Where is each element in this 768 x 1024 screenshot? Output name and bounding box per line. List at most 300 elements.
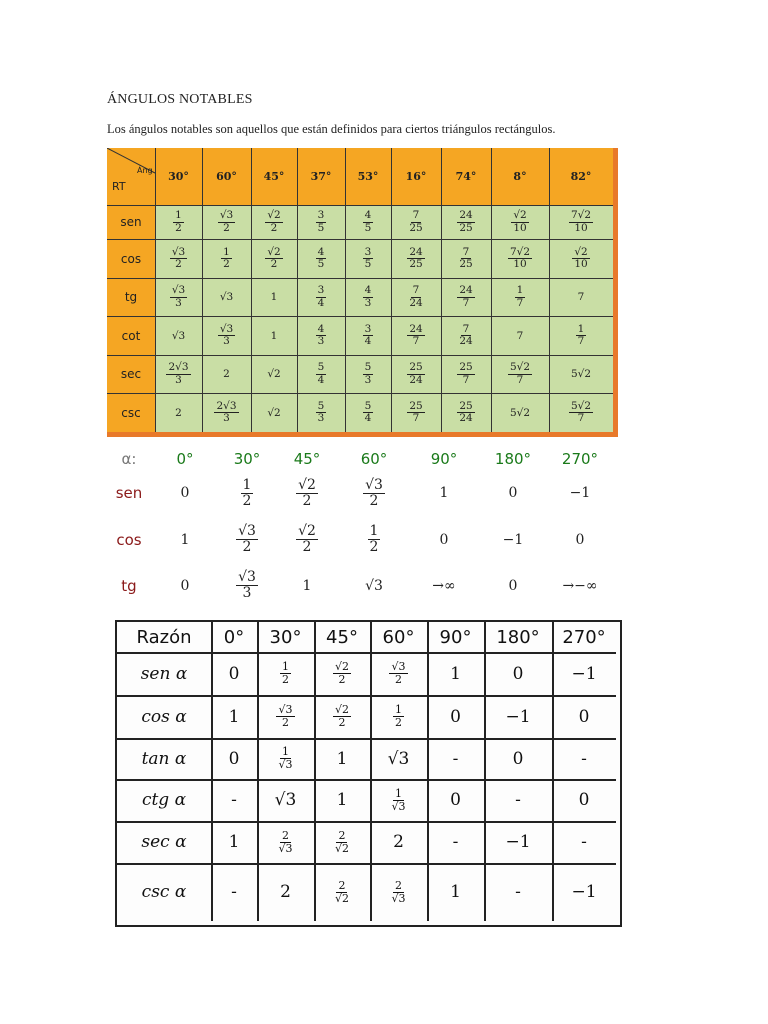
fraction [316,247,327,270]
fraction [333,880,351,904]
numerator: 3 [317,284,325,297]
table-cell: 2 [280,882,291,902]
row-label: sen [120,215,142,229]
table-cell: 0 [450,790,461,810]
denominator: √3 [278,841,293,855]
table-cell [441,393,491,432]
column-header: 45° [263,170,285,183]
denominator: 7 [412,335,420,347]
corner-angle-label: Áng [137,166,153,175]
fraction [569,401,593,424]
fraction [457,247,474,270]
table-cell [297,355,345,393]
table-cell: √3 [274,790,297,810]
table-cell [441,316,491,355]
denominator: 2 [175,258,182,270]
denominator: 25 [459,258,473,270]
denominator: 5 [317,221,325,234]
numerator: 7 [412,209,420,222]
table-cell [391,205,441,239]
table-cell: 1 [180,531,190,548]
numerator: 4 [364,284,372,297]
table-cell: 0 [512,663,524,684]
table-cell [441,355,491,393]
numerator: 1 [516,284,524,297]
table-cell: 1 [228,706,240,727]
table-cell [297,239,345,278]
table-cell [345,393,391,432]
numerator: 25 [459,361,473,374]
fraction [457,324,474,347]
table-cell [251,205,297,239]
row-label: tg [124,290,138,304]
table-cell [441,278,491,316]
numerator: 5 [317,399,325,412]
denominator: 2 [242,492,252,509]
numerator: 2 [338,878,346,892]
table-cell [549,393,613,432]
table-cell: 0 [450,706,461,727]
numerator: 1 [281,745,289,759]
numerator: √3 [391,660,406,674]
denominator: 2 [302,539,312,555]
row-label: cos [120,251,142,266]
fraction [457,210,474,233]
row-label: sen α [140,663,188,684]
table-cell [297,393,345,432]
table-cell: - [452,748,459,769]
table-cell: √3 [219,291,234,303]
table-cell [391,316,441,355]
table-cell [391,355,441,393]
table-cell [155,205,202,239]
fraction [265,210,282,233]
row-label: tan α [141,748,187,769]
fraction [316,210,327,233]
row-label: sec [120,367,142,381]
numerator: 4 [364,209,372,222]
table-cell: - [515,790,521,810]
column-header: 45° [326,626,358,648]
table-cell [549,205,613,239]
denominator: 5 [364,221,372,234]
numerator: 2√3 [168,361,189,374]
table-cell [370,652,427,695]
column-header: 30° [269,626,302,648]
table-cell: →∞ [432,577,456,594]
fraction [363,362,374,385]
table-cell [345,205,391,239]
numerator: √3 [365,476,383,493]
column-header: 30° [168,170,189,183]
fraction [508,362,532,385]
table-cell: 7 [516,329,524,342]
fraction [236,570,258,600]
table-cell: 5√2 [509,406,531,419]
fraction [170,247,187,270]
denominator: 25 [459,221,473,234]
table-cell: 0 [508,577,518,594]
denominator: 2 [270,221,278,234]
table-cell: 1 [336,748,348,769]
table-cell: - [231,790,237,810]
table-cell: 2 [175,406,182,419]
denominator: 5 [364,258,372,270]
denominator: 2 [369,539,379,555]
row-label: sen [115,484,143,502]
denominator: 7 [577,335,585,347]
numerator: √2 [334,703,349,717]
fraction [276,746,294,770]
table-cell [549,316,613,355]
fraction [316,362,327,385]
table-cell: 1 [336,790,348,810]
numerator: 7√2 [570,209,592,222]
table-cell: √3 [387,748,410,769]
fraction [457,285,474,308]
row-label: cos [116,530,142,549]
fraction [218,210,235,233]
fraction [407,401,424,424]
table-cell: - [515,882,521,902]
denominator: 3 [242,585,252,601]
numerator: √3 [278,703,293,717]
numerator: √2 [267,245,281,258]
table-cell [257,652,314,695]
table-cell: 5√2 [570,368,592,380]
column-header: 60° [360,450,388,468]
table-cell [345,316,391,355]
table-cell: 1 [302,577,312,594]
denominator: 3 [223,412,230,424]
table-cell: 7 [577,291,585,303]
numerator: 7 [462,322,470,335]
table-cell [257,695,314,738]
column-header: 90° [439,626,472,648]
alpha-label: α: [121,450,137,468]
numerator: 3 [364,322,372,335]
fraction [276,830,294,854]
numerator: 1 [369,523,379,540]
fraction [236,524,258,554]
corner-diagonal [107,148,155,205]
table-cell: 0 [439,531,449,548]
fraction [218,324,235,347]
table-cell [314,652,370,695]
column-header: 45° [293,450,321,468]
fraction [407,324,424,347]
fraction [173,210,184,233]
table-cell: →−∞ [562,577,598,594]
fraction [511,210,528,233]
denominator: 7 [412,412,420,424]
fraction [296,524,318,554]
row-label: ctg α [141,790,187,810]
numerator: 1 [242,476,252,493]
row-label: sec α [141,832,187,852]
fraction [569,210,593,233]
column-header: 180° [494,450,532,468]
denominator: 4 [364,335,372,347]
corner-label: Razón [136,626,192,648]
table-cell: - [231,882,237,902]
fraction [276,704,294,728]
numerator: 1 [394,786,402,800]
table-cell [391,278,441,316]
table-cell: −1 [502,531,524,548]
numerator: 5 [317,361,325,374]
denominator: 24 [459,412,473,424]
numerator: √2 [298,523,316,540]
denominator: 10 [513,221,527,234]
table-cell: 0 [512,748,524,769]
numerator: √2 [574,245,588,258]
table-cell [491,278,549,316]
column-header: 0° [176,450,194,468]
column-header: 74° [455,170,477,183]
table-cell: 1 [450,663,461,684]
fraction [407,210,424,233]
column-header: 82° [570,170,592,183]
table-cell [339,516,409,563]
fraction [241,478,254,508]
denominator: 24 [409,296,423,309]
denominator: 4 [364,412,372,424]
fraction [316,401,327,424]
numerator: 1 [223,245,230,258]
numerator: √2 [298,476,316,493]
fraction [368,524,381,554]
fraction [393,704,404,728]
denominator: 3 [223,335,230,347]
denominator: √2 [334,891,349,905]
fraction [333,830,351,854]
ratio-table [115,620,622,927]
denominator: √3 [278,758,293,771]
table-cell [297,316,345,355]
numerator: √3 [219,209,234,222]
denominator: 7 [462,296,470,309]
table-cell: 0 [578,706,590,727]
numerator: 24 [459,284,473,297]
denominator: 2 [281,716,289,729]
table-cell: 0 [228,663,240,684]
table-cell [441,239,491,278]
fraction [316,324,327,347]
table-cell [339,470,409,516]
table-cell: −1 [571,663,597,684]
numerator: √3 [238,523,256,540]
table-cell [314,821,370,863]
denominator: 2 [338,673,346,686]
table-cell [257,738,314,779]
denominator: 10 [513,258,527,270]
denominator: 2 [175,221,182,234]
column-header: 270° [561,450,599,468]
fraction [407,362,424,385]
denominator: √3 [391,799,406,813]
numerator: √3 [238,569,256,586]
denominator: 3 [175,373,182,386]
numerator: 1 [395,703,402,717]
table-cell [314,695,370,738]
fraction [166,362,190,385]
table-cell [441,205,491,239]
column-header: 37° [310,170,332,183]
table-cell [370,695,427,738]
fraction [280,661,291,685]
table-cell [219,516,275,563]
table-cell: −1 [571,882,597,902]
table-cell: 1 [270,329,278,342]
table-cell [202,393,251,432]
fraction [508,247,532,270]
column-header: 30° [233,450,261,468]
table-cell: 0 [578,790,590,810]
fraction [363,478,385,508]
denominator: 3 [175,296,182,309]
table-cell [345,239,391,278]
table-cell [391,239,441,278]
denominator: 2 [395,716,402,729]
table-cell [257,821,314,863]
numerator: 7 [412,284,420,297]
denominator: 2 [223,258,230,270]
quadrantal-angles-table [107,448,613,608]
column-header: 270° [562,626,606,648]
notable-angles-table [107,148,618,437]
numerator: √3 [219,322,234,335]
numerator: √2 [334,660,349,674]
denominator: 3 [364,373,372,386]
denominator: 2 [369,492,379,509]
fraction [407,247,424,270]
table-cell: 1 [228,832,240,852]
denominator: 7 [577,412,585,424]
numerator: 4 [317,322,325,335]
column-header: 53° [357,170,379,183]
table-cell [275,470,339,516]
fraction [363,324,374,347]
table-cell: √2 [267,368,281,380]
row-label: tg [121,576,137,595]
denominator: 2 [270,258,278,270]
table-cell [202,239,251,278]
denominator: 2 [394,673,402,686]
row-label: csc α [141,882,187,902]
page-title: ÁNGULOS NOTABLES [107,92,253,107]
denominator: 10 [574,221,588,234]
table-cell [345,278,391,316]
fraction [407,285,424,308]
table-cell: - [581,832,587,852]
table-cell [202,316,251,355]
column-header: 60° [216,170,237,183]
numerator: √3 [171,284,186,297]
column-header: 90° [430,450,458,468]
fraction [389,788,407,812]
row-label: cot [121,328,141,343]
denominator: 2 [223,221,230,234]
numerator: 24 [459,209,473,222]
numerator: 7√2 [509,245,531,258]
table-cell: −1 [505,706,531,727]
denominator: √2 [334,841,349,855]
denominator: 7 [516,373,524,386]
table-cell [155,278,202,316]
fraction [572,247,589,270]
row-label: csc [121,405,141,420]
denominator: 4 [317,296,325,309]
numerator: √2 [513,209,527,222]
table-cell [370,863,427,921]
numerator: 5√2 [570,399,592,412]
fraction [333,661,351,685]
numerator: 5 [364,399,372,412]
fraction [515,285,526,308]
fraction [389,880,407,904]
table-cell [251,239,297,278]
numerator: 2√3 [216,399,237,412]
table-cell: 0 [575,531,585,548]
denominator: 2 [302,492,312,509]
table-cell: −1 [505,832,531,852]
table-cell: - [452,832,459,852]
numerator: 2 [394,878,402,892]
fraction [296,478,318,508]
fraction [363,285,374,308]
table-cell [155,355,202,393]
table-cell: √3 [171,329,186,342]
table-cell [155,239,202,278]
fraction [363,247,374,270]
table-cell [219,470,275,516]
table-cell: 2 [223,368,230,380]
numerator: 4 [317,245,325,258]
numerator: √3 [171,245,186,258]
table-cell [202,205,251,239]
table-cell: −1 [569,485,591,501]
denominator: 7 [516,296,524,309]
denominator: 24 [409,373,423,386]
denominator: √3 [391,891,406,905]
column-header: 180° [496,626,540,648]
numerator: 3 [364,245,372,258]
numerator: 2 [281,828,289,842]
table-cell: √3 [365,577,383,594]
fraction [214,401,238,424]
fraction [316,285,327,308]
row-label: cos α [141,706,187,727]
table-cell [314,863,370,921]
column-header: 0° [223,626,245,648]
fraction [221,247,232,270]
numerator: 25 [409,361,423,374]
table-cell [297,205,345,239]
column-header: 60° [382,626,415,648]
numerator: 1 [175,209,182,222]
denominator: 3 [364,296,372,309]
denominator: 3 [317,335,325,347]
denominator: 7 [462,373,470,386]
numerator: 5√2 [509,361,531,374]
table-cell [491,239,549,278]
column-header: 8° [513,170,527,183]
numerator: 1 [282,660,289,674]
table-cell: 1 [270,291,278,303]
fraction [265,247,282,270]
denominator: 5 [317,258,325,270]
